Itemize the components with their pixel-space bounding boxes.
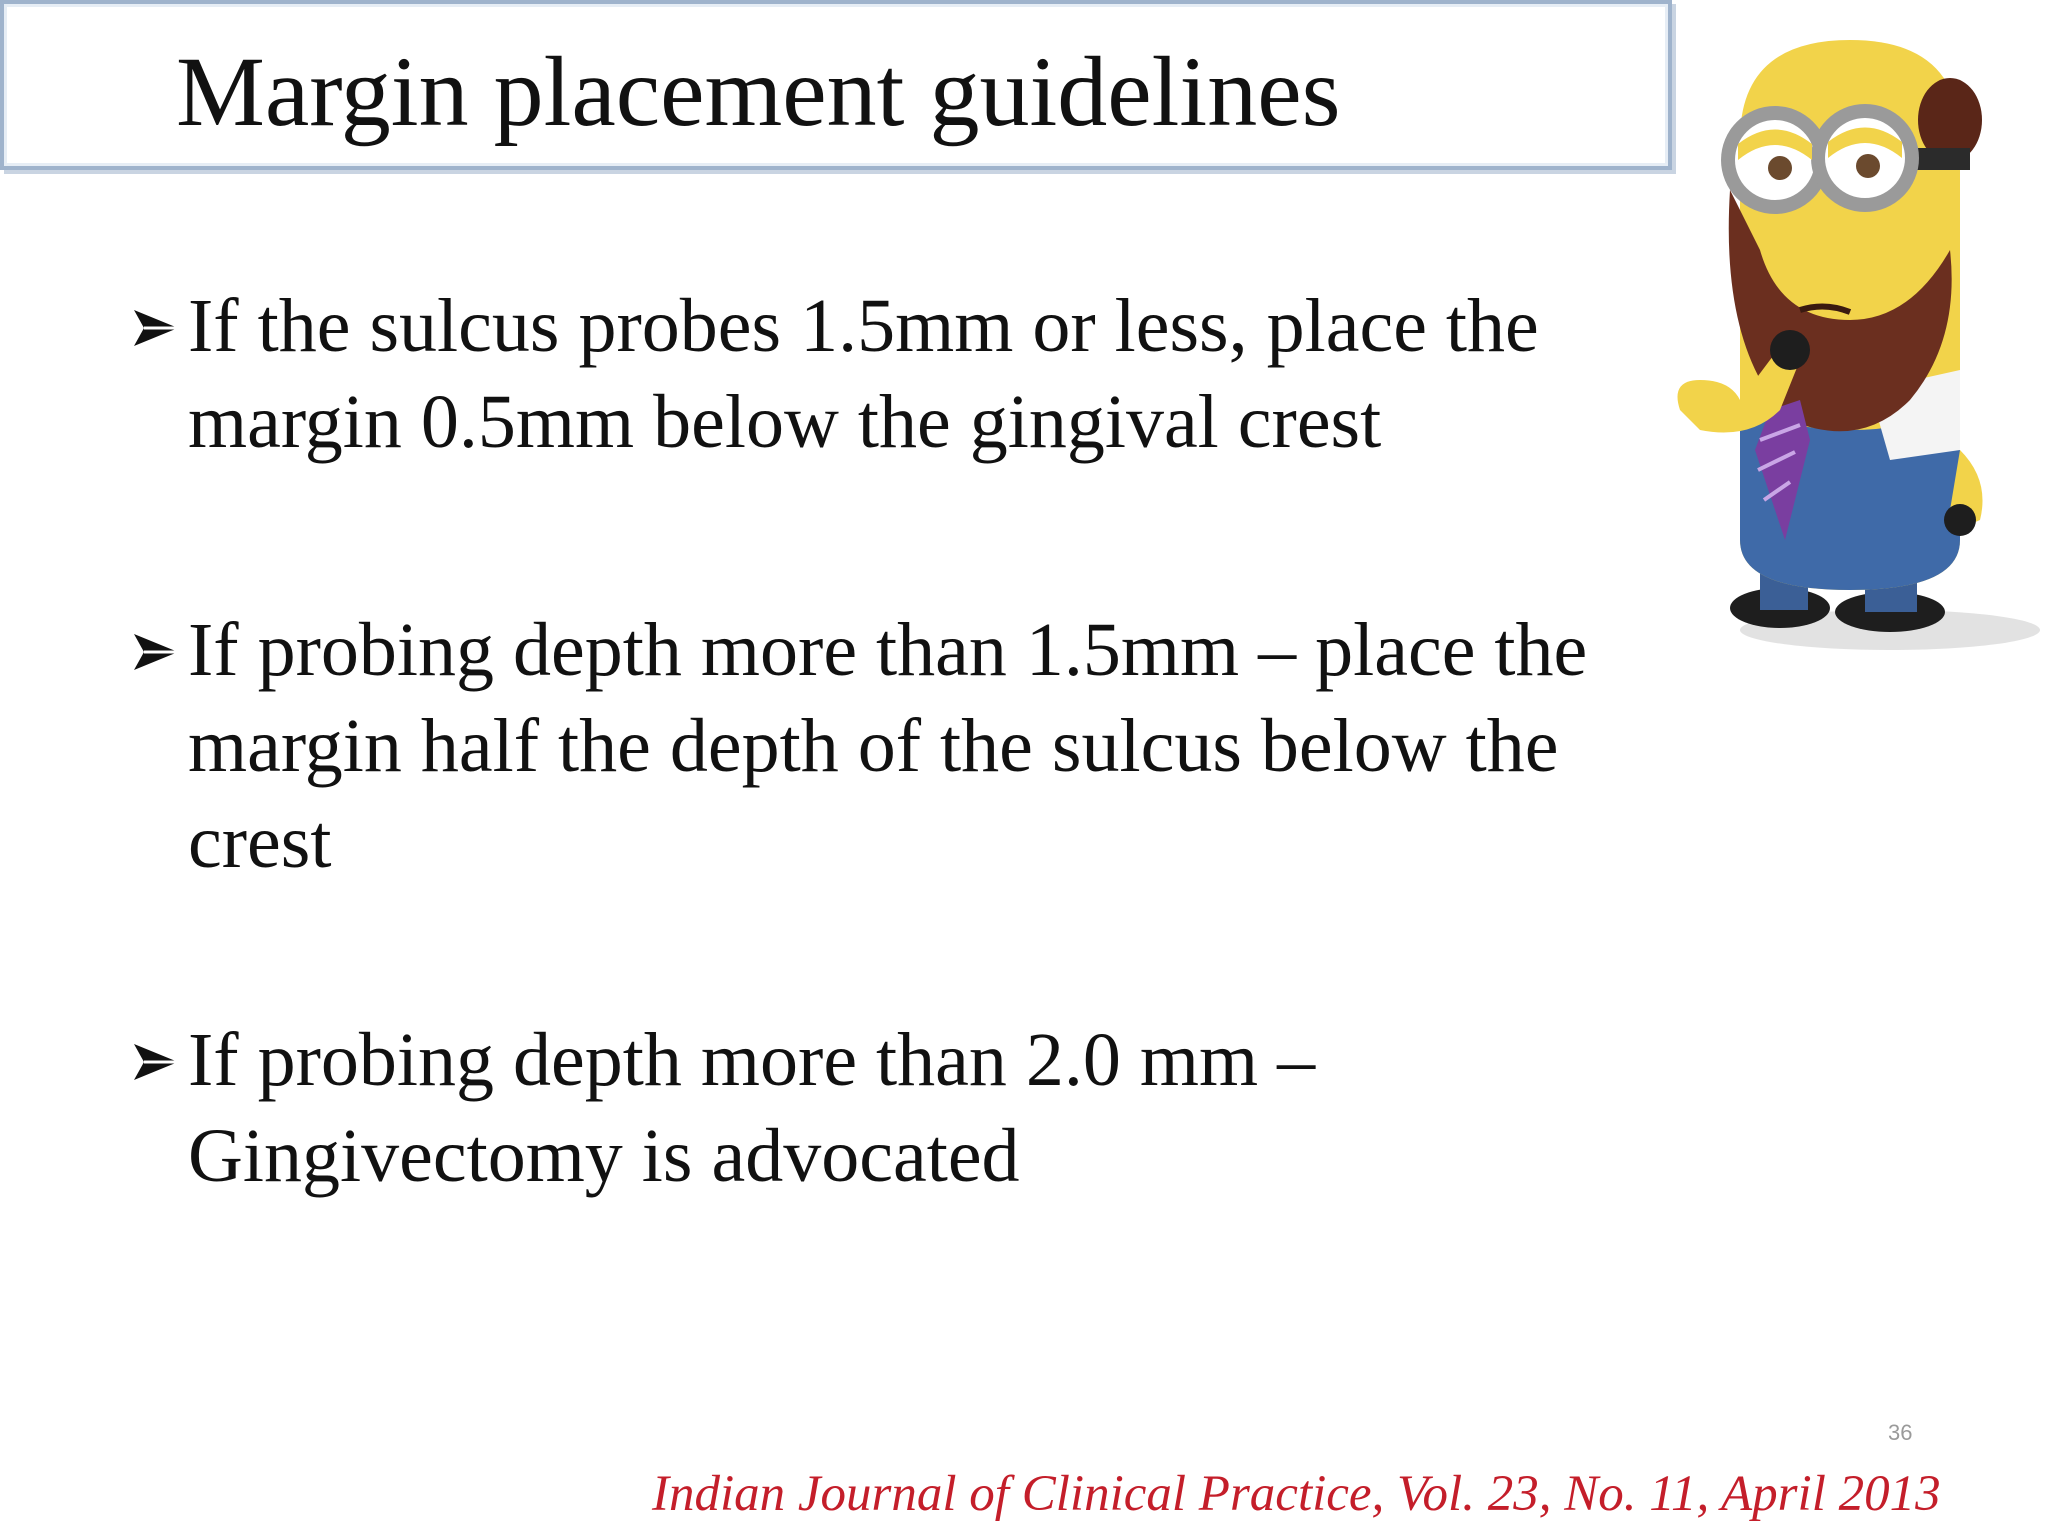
citation: Indian Journal of Clinical Practice, Vol. 23, No. 11, April 2013 — [652, 1466, 1941, 1522]
arrow-bullet-icon — [130, 626, 182, 678]
bullet-item — [130, 602, 1690, 890]
bullet-text: If probing depth more than 2.0 mm – Gingivectomy is advocated — [188, 1018, 1316, 1198]
arrow-bullet-icon — [130, 302, 182, 354]
arrow-bullet-icon — [130, 1036, 182, 1088]
slide-title: Margin placement guidelines — [176, 36, 1341, 147]
bullet-text: If probing depth more than 1.5mm – place the margin half the depth of the sulcus below the crest — [188, 608, 1588, 884]
bullet-item — [130, 1012, 1690, 1204]
title-box — [0, 0, 1672, 170]
bullet-list — [130, 278, 1690, 1204]
minion-illustration — [1660, 20, 2048, 660]
bullet-item — [130, 278, 1690, 470]
slide-number: 36 — [1888, 1420, 1913, 1445]
bullet-text: If the sulcus probes 1.5mm or less, place the margin 0.5mm below the gingival crest — [188, 284, 1539, 464]
